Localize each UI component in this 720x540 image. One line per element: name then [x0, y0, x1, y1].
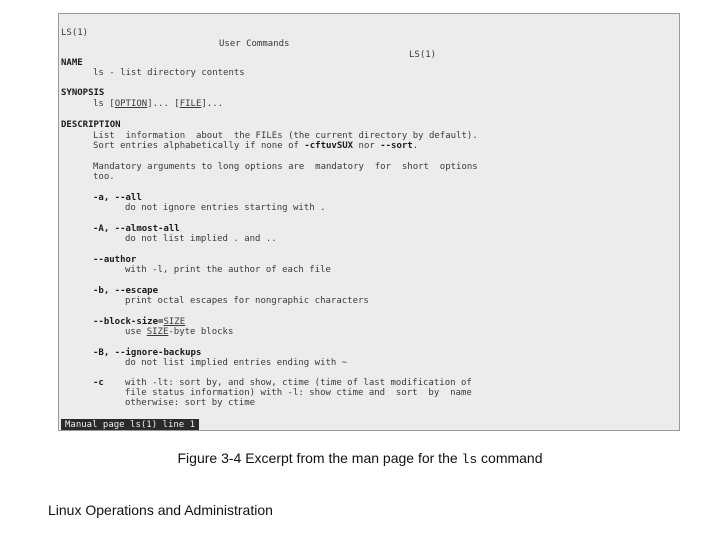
terminal-window [58, 13, 680, 431]
footer-text: Linux Operations and Administration [48, 502, 273, 518]
description-line: Mandatory arguments to long options are mandatory for short options [93, 162, 478, 172]
option-flag: -a, --all [93, 193, 142, 203]
synopsis-text: ls [OPTION]... [FILE]... [93, 99, 224, 109]
name-heading: NAME [61, 58, 83, 68]
option-desc: with -l, print the author of each file [125, 265, 331, 275]
option-desc: otherwise: sort by ctime [125, 398, 256, 408]
option-desc: use SIZE-byte blocks [125, 327, 234, 337]
option-desc: print octal escapes for nongraphic characters [125, 296, 369, 306]
option-flag: -A, --almost-all [93, 224, 180, 234]
figure-caption: Figure 3-4 Excerpt from the man page for the ls command [177, 450, 543, 467]
option-desc: file status information) with -l: show ctime and sort by name [125, 388, 472, 398]
option-flag: --block-size=SIZE [93, 317, 186, 327]
option-desc: do not ignore entries starting with . [125, 203, 326, 213]
option-desc: do not list implied . and .. [125, 234, 277, 244]
description-heading: DESCRIPTION [61, 120, 121, 130]
header-right: LS(1) [409, 50, 437, 60]
option-flag: -B, --ignore-backups [93, 348, 202, 358]
header-left: LS(1) [61, 28, 89, 38]
option-flag: --author [93, 255, 137, 265]
name-text: ls - list directory contents [93, 68, 245, 78]
option-desc: with -lt: sort by, and show, ctime (time of last modification of [125, 378, 472, 388]
description-line: too. [93, 172, 115, 182]
header-center: User Commands [219, 39, 290, 49]
option-desc: do not list implied entries ending with ~ [125, 358, 348, 368]
synopsis-heading: SYNOPSIS [61, 88, 105, 98]
description-line: List information about the FILEs (the current directory by default). [93, 131, 478, 141]
option-flag: -b, --escape [93, 286, 159, 296]
description-line: Sort entries alphabetically if none of -cftuvSUX nor --sort. [93, 141, 419, 151]
option-flag: -c [93, 378, 104, 388]
pager-status-bar: Manual page ls(1) line 1 [61, 419, 199, 431]
caption-command: ls [461, 452, 478, 467]
